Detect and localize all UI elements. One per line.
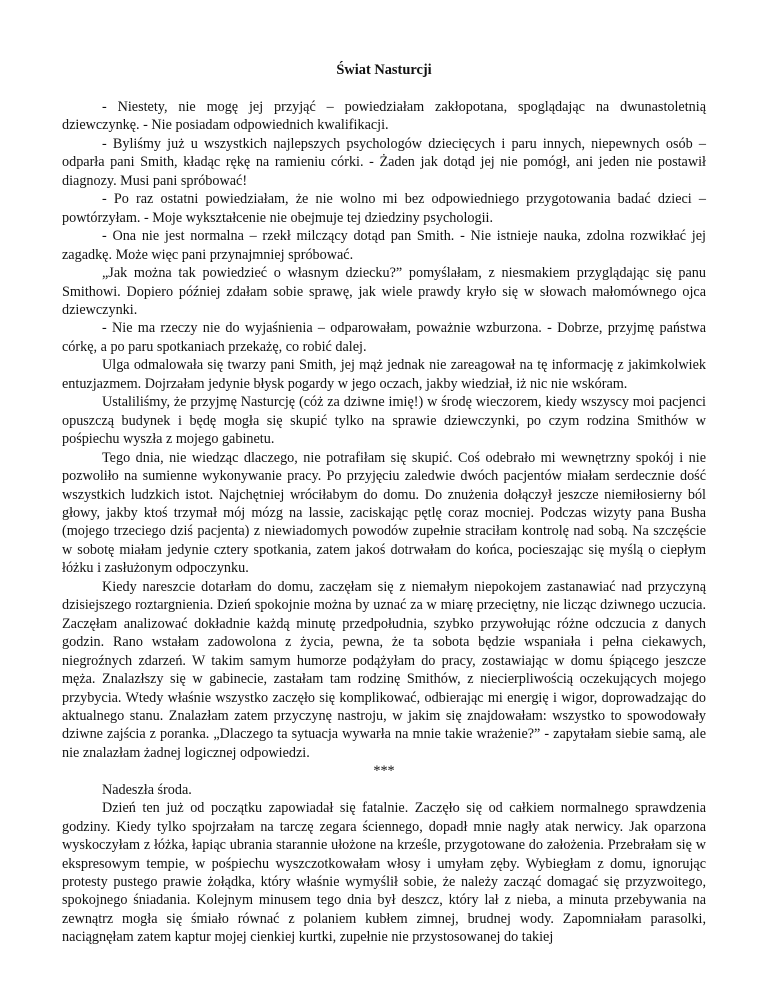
document-title: Świat Nasturcji: [336, 62, 432, 78]
paragraph-2: - Byliśmy już u wszystkich najlepszych psychologów dziecięcych i paru innych, niepewnych osób – odparła pani Smith, kładąc rękę na ramieniu córki. - Żaden jak dotąd jej nie pomógł, ani jeden nie postawił diagnozy. Musi pani spróbować!: [62, 135, 706, 189]
paragraph-1: - Niestety, nie mogę jej przyjąć – powiedziałam zakłopotana, spoglądając na dwunastoletnią dziewczynkę. - Nie posiadam odpowiednich kwalifikacji.: [62, 99, 706, 134]
paragraph-10: Kiedy nareszcie dotarłam do domu, zaczęłam się z niemałym niepokojem zastanawiać nad przyczyną dzisiejszego roztargnienia. Dzień spokojnie można by uznać za w miarę przeciętny, nie licząc dziwnego uczucia. Zaczęłam analizować dokładnie każdą minutę przedpołudnia, szybko przywołując różne odczucia z danych godzin. Rano wstałam zadowolona z życia, pewna, że ta sobota będzie wspaniała i pełna ciekawych, niegroźnych zdarzeń. W takim samym humorze podążyłam do pracy, zostawiając w domu śpiącego jeszcze męża. Znalazłszy się w gabinecie, zastałam tam rodzinę Smithów, z niecierpliwością oczekujących mojego przybycia. Wtedy właśnie wszystko zaczęło się komplikować, odbierając mi energię i wigor, doprowadzając do aktualnego stanu. Znalazłam zatem przyczynę nastroju, w jakim się znajdowałam: wszystko to spowodowały dziwne zajścia z poranka. „Dlaczego ta sytuacja wywarła na mnie takie wrażenie?” - zapytałam siebie samą, ale nie znalazłam żadnej logicznej odpowiedzi.: [62, 578, 706, 761]
paragraph-9: Tego dnia, nie wiedząc dlaczego, nie potrafiłam się skupić. Coś odebrało mi wewnętrzny spokój i nie pozwoliło na sumienne wykonywanie pracy. Po przyjęciu zaledwie dwóch pacjentów miałam serdecznie dość wszystkich ludzkich istot. Najchętniej wróciłabym do domu. Do znużenia dołączył jeszcze niemiłosierny ból głowy, jakby ktoś trzymał mój mózg na lassie, zaciskając pętlę coraz mocniej. Podczas wizyty pana Busha (mojego trzeciego dziś pacjenta) z niewiadomych powodów zupełnie straciłam kontrolę nad sobą. Na szczęście w sobotę miałam jedynie cztery spotkania, zatem jakoś dotrwałam do końca, pocieszając się myślą o ciepłym łóżku i zasłużonym odpoczynku.: [62, 449, 706, 577]
paragraph-5: „Jak można tak powiedzieć o własnym dziecku?” pomyślałam, z niesmakiem przyglądając się panu Smithowi. Dopiero później zdałam sobie sprawę, jak wiele prawdy kryło się w słowach małomównego ojca dziewczynki.: [62, 265, 706, 318]
paragraph-6: - Nie ma rzeczy nie do wyjaśnienia – odparowałam, poważnie wzburzona. - Dobrze, przyjmę państwa córkę, a po paru spotkaniach przekażę, co robić dalej.: [62, 320, 706, 355]
paragraph-3: - Po raz ostatni powiedziałam, że nie wolno mi bez odpowiedniego przygotowania badać dzieci – powtórzyłam. - Moje wykształcenie nie obejmuje tej dziedziny psychologii.: [62, 191, 706, 226]
paragraph-7: Ulga odmalowała się twarzy pani Smith, jej mąż jednak nie zareagował na tę informację z jakimkolwiek entuzjazmem. Dojrzałam jedynie błysk pogardy w jego oczach, jakby wiedział, iż nic nie wskóram.: [62, 357, 706, 392]
document-page: [62, 61, 706, 947]
paragraph-12: Dzień ten już od początku zapowiadał się fatalnie. Zaczęło się od całkiem normalnego sprawdzenia godziny. Kiedy tylko spojrzałam na tarczę zegara ściennego, dopadł mnie nagły atak nerwicy. Jak oparzona wyskoczyłam z łóżka, łapiąc ubrania starannie ułożone na krześle, przygotowane do założenia. Przebrałam się w ekspresowym tempie, w pośpiechu wyszczotkowałam włosy i umyłam zęby. Wybiegłam z domu, ignorując protesty pustego prawie żołądka, który właśnie wymyślił sobie, że należy zacząć domagać się przyzwoitego, spokojnego śniadania. Kolejnym minusem tego dnia był deszcz, który lał z nieba, a minuta przebywania na zewnątrz mogła się śmiało równać z polaniem kubłem zimnej, brudnej wody. Zapomniałam parasolki, naciągnęłam zatem kaptur mojej cienkiej kurtki, zupełnie nie przystosowanej do takiej: [62, 800, 706, 946]
paragraph-4: - Ona nie jest normalna – rzekł milczący dotąd pan Smith. - Nie istnieje nauka, zdolna rozwikłać jej zagadkę. Może więc pani przynajmniej spróbować.: [62, 228, 706, 263]
paragraph-8: Ustaliliśmy, że przyjmę Nasturcję (cóż za dziwne imię!) w środę wieczorem, kiedy wszyscy moi pacjenci opuszczą budynek i będę mogła się skupić tylko na sprawie dziewczynki, po czym rodzina Smithów w pośpiechu wyszła z mojego gabinetu.: [62, 394, 706, 448]
section-separator: ***: [373, 763, 395, 780]
paragraph-11: Nadeszła środa.: [102, 781, 192, 798]
